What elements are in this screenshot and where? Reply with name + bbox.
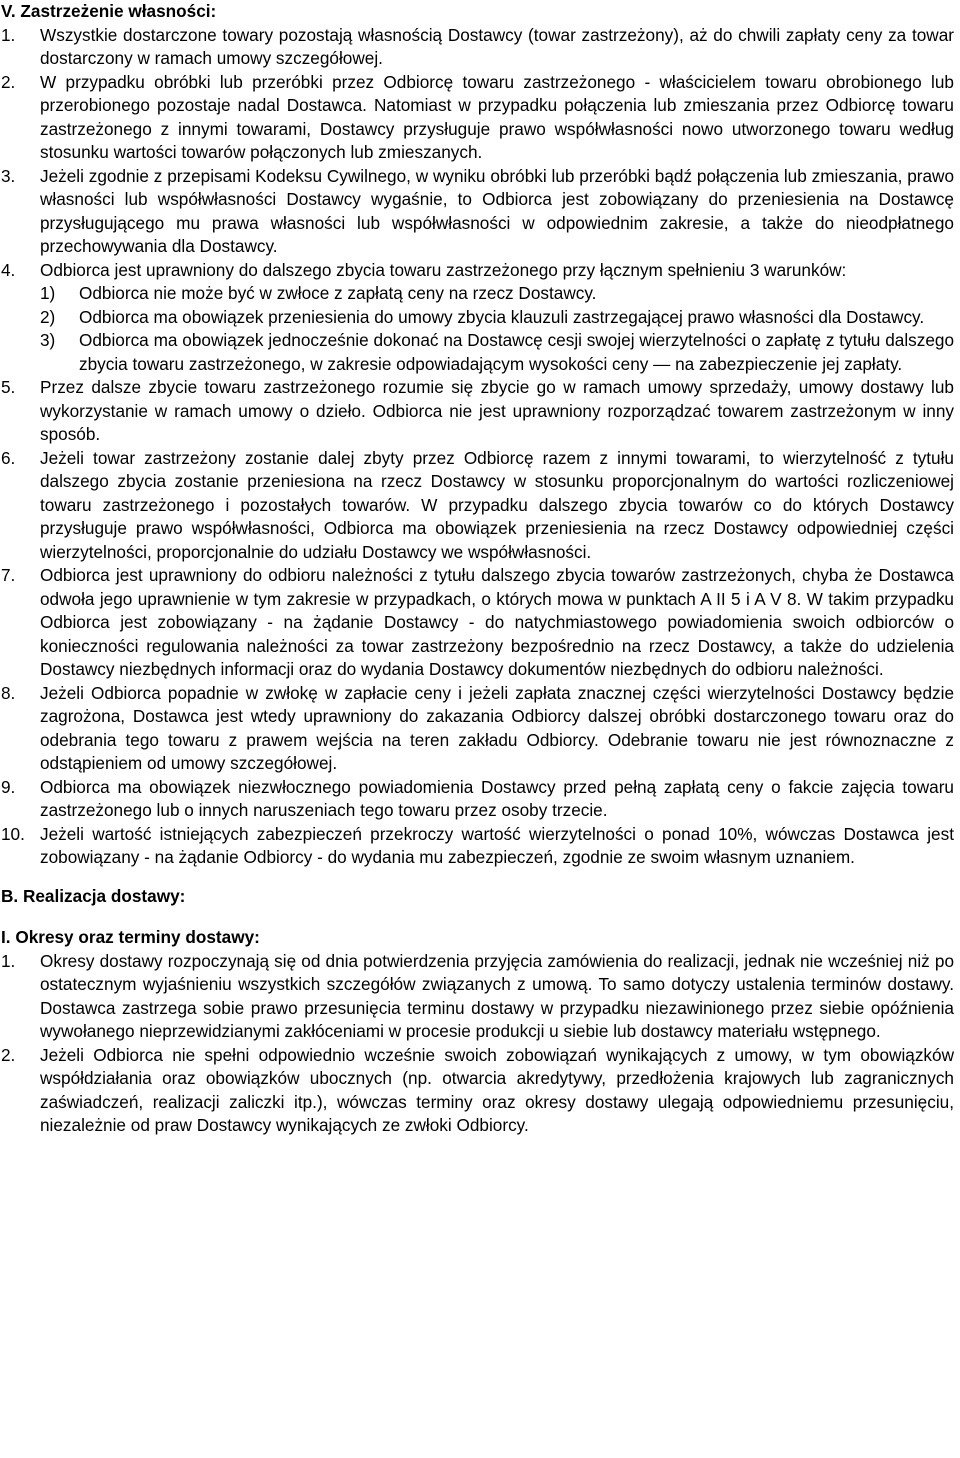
list-item bbox=[1, 447, 954, 565]
item-number: 8. bbox=[1, 682, 16, 703]
list-item bbox=[1, 950, 954, 1044]
section-b-heading: B. Realizacja dostawy: bbox=[1, 885, 186, 906]
item-number: 1. bbox=[1, 950, 16, 971]
item-text: Wszystkie dostarczone towary pozostają własnością Dostawcy (towar zastrzeżony), aż do chwili zapłaty ceny za towar dostarczony w ramach umowy szczegółowej. bbox=[40, 24, 954, 68]
item-text: Okresy dostawy rozpoczynają się od dnia potwierdzenia przyjęcia zamówienia do realizacji, jednak nie wcześniej niż po ostatecznym wyjaśnieniu wszystkich szczegółów związanych z umową. To samo dotyczy ustalenia terminów dostawy. Dostawca zastrzega sobie prawo przesunięcia terminu dostawy w przypadku niezawinionego przez siebie opóźnienia wywołanego nieprzewidzianymi zakłóceniami w procesie produkcji u siebie lub dostawcy materiału wstępnego. bbox=[40, 950, 954, 1041]
list-item bbox=[1, 24, 954, 71]
item-text: W przypadku obróbki lub przeróbki przez Odbiorcę towaru zastrzeżonego - właścicielem towaru obrobionego lub przerobionego pozostaje nadal Dostawca. Natomiast w przypadku połączenia lub zmieszania przez Odbiorcę towaru zastrzeżonego z innymi towarami, Dostawcy przysługuje prawo współwłasności nowo utworzonego towaru według stosunku wartości towarów połączonych lub zmieszanych. bbox=[40, 71, 954, 162]
item-number: 2. bbox=[1, 1044, 16, 1065]
item-text: Jeżeli zgodnie z przepisami Kodeksu Cywilnego, w wyniku obróbki lub przeróbki bądź połączenia lub zmieszania, prawo własności lub współwłasności Dostawcy wygaśnie, to Odbiorca jest zobowiązany do przeniesienia na Dostawcę przysługującego mu prawa własności lub współwłasności w odpowiednim zakresie, a także do nieodpłatnego przechowywania dla Dostawcy. bbox=[40, 165, 954, 256]
item-text: Odbiorca jest uprawniony do dalszego zbycia towaru zastrzeżonego przy łącznym spełnieniu 3 warunków: bbox=[40, 259, 847, 280]
list-item bbox=[1, 682, 954, 776]
list-item bbox=[1, 259, 954, 377]
sub-item-text: Odbiorca nie może być w zwłoce z zapłatą ceny na rzecz Dostawcy. bbox=[79, 283, 597, 303]
list-item bbox=[1, 1044, 954, 1138]
sub-item-number: 1) bbox=[40, 283, 56, 303]
item-number: 9. bbox=[1, 776, 16, 797]
item-text: Jeżeli Odbiorca popadnie w zwłokę w zapłacie ceny i jeżeli zapłata znacznej części wierzytelności Dostawcy będzie zagrożona, Dostawca jest wtedy uprawniony do zakazania Odbiorcy dalszej obróbki dostarczonego towaru oraz do odebrania tego towaru z prawem wejścia na teren zakładu Odbiorcy. Odebranie towaru nie jest równoznaczne z odstąpieniem od umowy szczegółowej. bbox=[40, 682, 954, 773]
item-text: Przez dalsze zbycie towaru zastrzeżonego rozumie się zbycie go w ramach umowy sprzedaży, umowy dostawy lub wykorzystanie w ramach umowy o dzieło. Odbiorca nie jest uprawniony rozporządzać towarem zastrzeżonym w inny sposób. bbox=[40, 377, 954, 444]
sub-item-text: Odbiorca ma obowiązek przeniesienia do umowy zbycia klauzuli zastrzegającej prawo własności dla Dostawcy. bbox=[79, 306, 925, 327]
sub-item-text: Odbiorca ma obowiązek jednocześnie dokonać na Dostawcę cesji swojej wierzytelności o zapłatę z tytułu dalszego zbycia towaru zastrzeżonego, w zakresie odpowiadającym wysokości ceny — na zabezpieczenie jej zapłaty. bbox=[79, 330, 954, 374]
item-number: 3. bbox=[1, 165, 16, 186]
item-number: 1. bbox=[1, 24, 16, 45]
item-number: 4. bbox=[1, 259, 16, 280]
list-item bbox=[1, 776, 954, 823]
item-text: Jeżeli Odbiorca nie spełni odpowiednio wcześnie swoich zobowiązań wynikających z umowy, w tym obowiązków współdziałania oraz obowiązków ubocznych (np. otwarcia akredytywy, przedłożenia krajowych lub zagranicznych zaświadczeń, realizacji zaliczki itp.), wówczas terminy oraz okresy dostawy ulegają odpowiedniemu przesunięciu, niezależnie od praw Dostawcy wynikających ze zwłoki Odbiorcy. bbox=[40, 1044, 954, 1135]
item-text: Odbiorca ma obowiązek niezwłocznego powiadomienia Dostawcy przed pełną zapłatą ceny o fakcie zajęcia towaru zastrzeżonego lub o innych naruszeniach tego towaru przez osoby trzecie. bbox=[40, 776, 954, 820]
section-v-heading: V. Zastrzeżenie własności: bbox=[1, 1, 217, 21]
item-number: 7. bbox=[1, 565, 16, 585]
item-number: 10. bbox=[1, 823, 25, 844]
item-text: Odbiorca jest uprawniony do odbioru należności z tytułu dalszego zbycia towarów zastrzeżonych, chyba że Dostawca odwoła jego uprawnienie w tym zakresie w przypadkach, o których mowa w punktach A II 5 i A V 8. W takim przypadku Odbiorca jest zobowiązany - na żądanie Dostawcy - do natychmiastowego powiadomienia swoich odbiorców o konieczności regulowania należności za towar zastrzeżony bezpośrednio na rzecz Dostawcy, a także do udzielenia Dostawcy niezbędnych informacji oraz do wydania Dostawcy dokumentów niezbędnych do odbioru należności. bbox=[40, 565, 954, 679]
sub-list-item bbox=[40, 329, 954, 376]
list-item bbox=[1, 71, 954, 165]
section-i-heading: I. Okresy oraz terminy dostawy: bbox=[1, 927, 260, 947]
sub-list-item bbox=[40, 282, 954, 306]
item-number: 2. bbox=[1, 71, 16, 92]
list-item bbox=[1, 165, 954, 259]
sub-item-number: 3) bbox=[40, 330, 56, 350]
sub-item-number: 2) bbox=[40, 306, 56, 327]
item-content bbox=[40, 259, 954, 377]
list-item bbox=[1, 376, 954, 447]
item-number: 5. bbox=[1, 377, 16, 397]
sub-list-item bbox=[40, 306, 954, 330]
list-item bbox=[1, 823, 954, 870]
item-text: Jeżeli wartość istniejących zabezpieczeń przekroczy wartość wierzytelności o ponad 10%, wówczas Dostawca jest zobowiązany - na żądanie Odbiorcy - do wydania mu zabezpieczeń, zgodnie ze swoim własnym uznaniem. bbox=[40, 823, 954, 867]
item-number: 6. bbox=[1, 447, 16, 468]
item-text: Jeżeli towar zastrzeżony zostanie dalej zbyty przez Odbiorcę razem z innymi towarami, to wierzytelność z tytułu dalszego zbycia zostanie przeniesiona na rzecz Dostawcy w stosunku proporcjonalnym do wartości rozliczeniowej towaru zastrzeżonego i pozostałych towarów. W przypadku dalszego zbycia towarów co do których Dostawcy przysługuje prawo współwłasności, Odbiorca ma obowiązek przeniesienia na rzecz Dostawcy odpowiedniej części wierzytelności, proporcjonalnie do udziału Dostawcy we współwłasności. bbox=[40, 447, 954, 562]
list-item bbox=[1, 564, 954, 682]
